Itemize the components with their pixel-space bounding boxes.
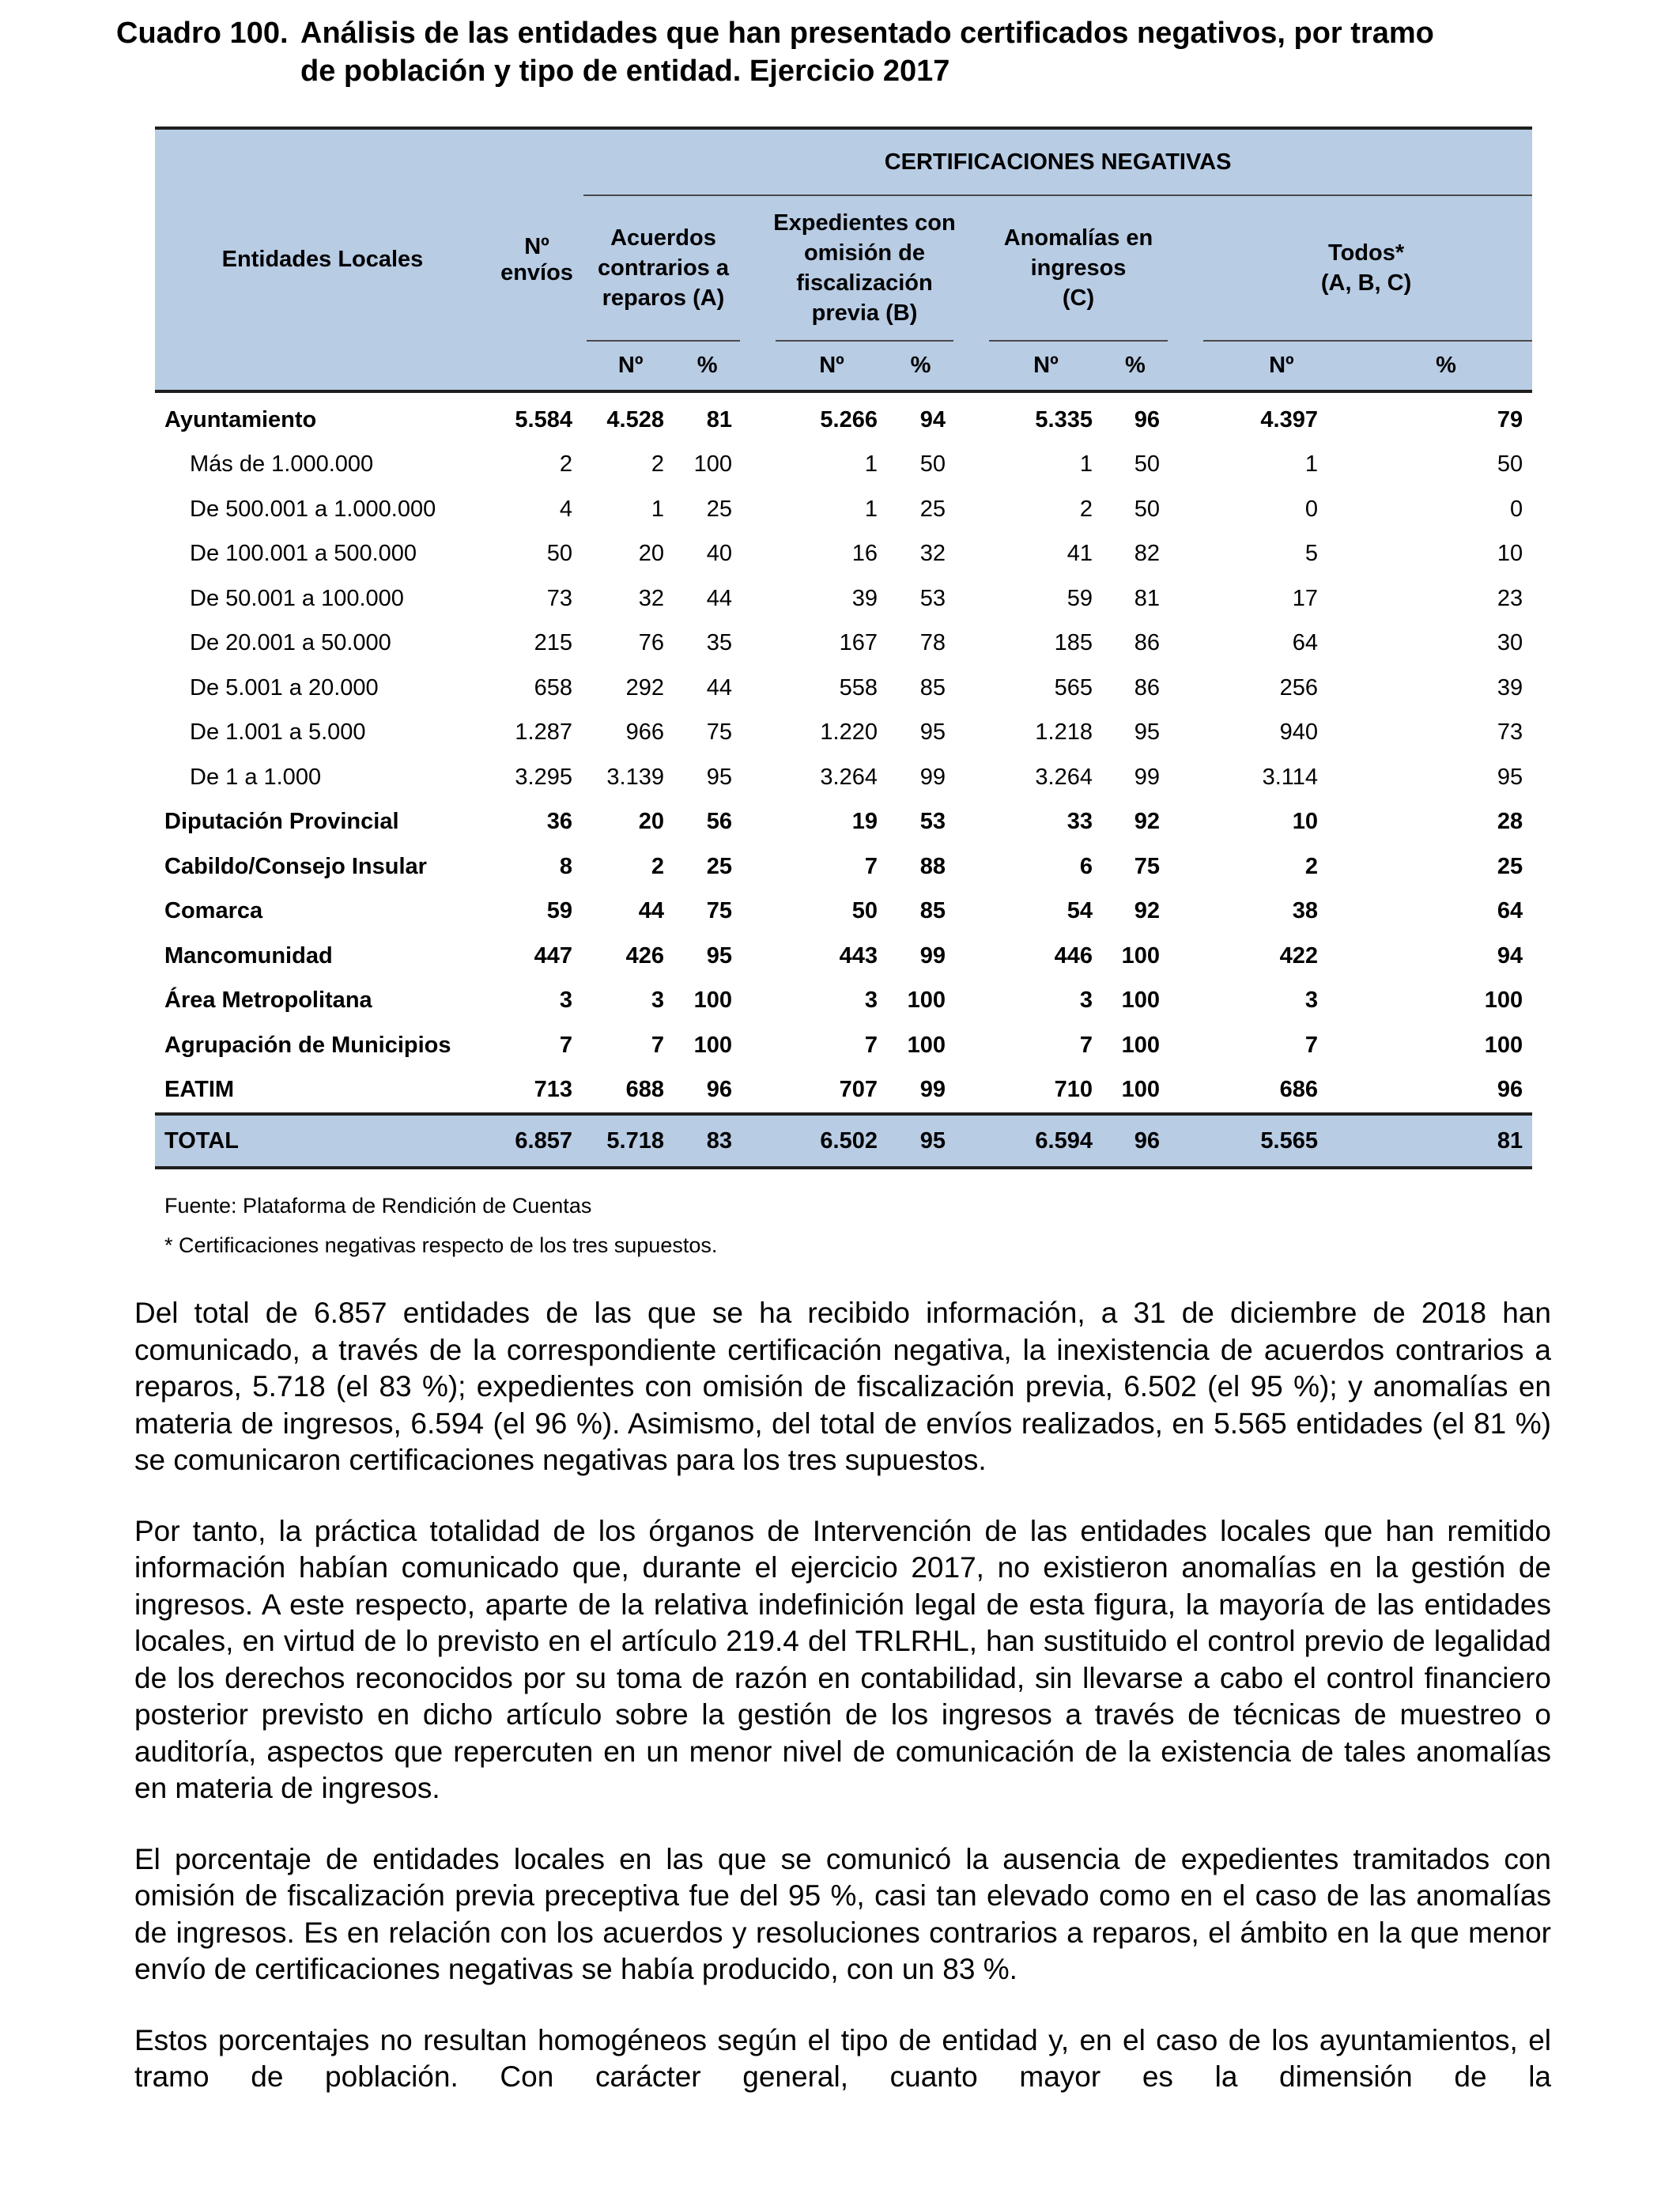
group-b-subheader: [772, 340, 957, 391]
cell-envios: 215: [534, 630, 572, 656]
column-gap: [1171, 391, 1200, 443]
col-c-pct-header: %: [1125, 353, 1146, 378]
column-gap: [743, 800, 772, 845]
cell-all-n: 940: [1279, 719, 1318, 746]
column-gap: [743, 621, 772, 667]
total-all-n: 5.565: [1200, 1114, 1329, 1168]
cell-a-n: 426: [625, 942, 664, 969]
cell-c-pct: 92: [1134, 809, 1160, 835]
cell-b-n: 1: [864, 451, 878, 478]
col-a-pct-header: %: [697, 353, 718, 378]
cell-b-pct: 99: [919, 764, 946, 790]
group-a-header: [583, 195, 743, 340]
column-gap: [743, 487, 772, 532]
caption-line-1: [116, 14, 1563, 52]
column-gap: [1171, 711, 1200, 756]
cell-c-pct: 86: [1134, 674, 1160, 700]
col-a-n-header: Nº: [617, 353, 644, 378]
paragraph: El porcentaje de entidades locales en las que se comunicó la ausencia de expedientes tramitados con omisión de fiscalización previa preceptiva fue del 95 %, casi tan elevado como en el caso de las anomalías de ingresos. Es en relación con los acuerdos y resoluciones contrarios a reparos, el ámbito en la que menor envío de certificaciones negativas se había producido, con un 83 %.: [134, 1842, 1551, 1985]
table-row: [155, 487, 1532, 532]
cell-envios: 4: [559, 496, 572, 522]
table-row: [155, 666, 1532, 711]
cell-a-n: 3.139: [606, 764, 664, 790]
row-label: De 100.001 a 500.000: [190, 541, 417, 567]
col-b-n-header: Nº: [819, 353, 844, 378]
header-gap: [1171, 195, 1200, 340]
source-note: Fuente: Plataforma de Rendición de Cuentas: [164, 1194, 592, 1218]
column-gap: [1171, 755, 1200, 800]
group-all-subheader: [1200, 340, 1532, 391]
cell-envios: 50: [546, 541, 572, 567]
column-gap: [957, 1068, 986, 1115]
cell-a-n: 44: [638, 898, 664, 924]
cell-envios: 713: [534, 1077, 572, 1103]
total-gap: [1171, 1114, 1200, 1168]
cell-b-n: 558: [839, 674, 878, 700]
cell-c-n: 565: [1054, 674, 1093, 700]
cert-header: CERTIFICACIONES NEGATIVAS: [583, 128, 1532, 195]
cell-a-n: 4.528: [606, 406, 664, 432]
cell-all-n: 64: [1292, 630, 1318, 656]
cell-c-pct: 100: [1121, 1077, 1160, 1103]
total-all-pct: 81: [1329, 1114, 1532, 1168]
cell-envios: 5.584: [515, 406, 572, 432]
group-a-l1: Acuerdos: [610, 225, 716, 251]
entity-header: Entidades Locales: [155, 128, 490, 391]
col-b-pct-header: %: [910, 353, 931, 378]
cell-a-n: 2: [651, 853, 664, 879]
cell-b-n: 1: [864, 496, 878, 522]
table-row: [155, 755, 1532, 800]
row-label: De 500.001 a 1.000.000: [190, 496, 436, 522]
cell-c-n: 3: [1079, 987, 1093, 1014]
cell-all-n: 10: [1292, 809, 1318, 835]
row-label: De 20.001 a 50.000: [190, 630, 391, 656]
paragraph: Del total de 6.857 entidades de las que se ha recibido información, a 31 de diciembre de 2018 han comunicado, a través de la correspondiente certificación negativa, la inexistencia de acuerdos contrarios a reparos, 5.718 (el 83 %); expedientes con omisión de fiscalización previa, 6.502 (el 95 %); y anomalías en materia de ingresos, 6.594 (el 96 %). Asimismo, del total de envíos realizados, en 5.565 entidades (el 81 %) se comunicaron certificaciones negativas para los tres supuestos.: [134, 1297, 1551, 1476]
cell-c-n: 59: [1067, 585, 1093, 611]
column-gap: [743, 889, 772, 935]
cell-a-n: 7: [651, 1032, 664, 1058]
cell-c-n: 3.264: [1035, 764, 1093, 790]
column-gap: [957, 666, 986, 711]
cell-b-n: 5.266: [820, 406, 878, 432]
total-b-pct: 95: [889, 1114, 957, 1168]
column-gap: [957, 934, 986, 979]
cell-all-n: 3.114: [1262, 764, 1318, 790]
row-label: De 50.001 a 100.000: [190, 585, 404, 611]
column-gap: [957, 487, 986, 532]
column-gap: [743, 576, 772, 621]
column-gap: [957, 755, 986, 800]
column-gap: [743, 1023, 772, 1068]
column-gap: [743, 391, 772, 443]
column-gap: [1171, 889, 1200, 935]
cell-b-pct: 53: [919, 585, 946, 611]
cell-b-pct: 32: [919, 541, 946, 567]
cell-c-n: 7: [1079, 1032, 1093, 1058]
cell-c-n: 710: [1054, 1077, 1093, 1103]
column-gap: [957, 576, 986, 621]
cell-a-pct: 95: [706, 942, 732, 969]
column-gap: [957, 1023, 986, 1068]
column-gap: [743, 711, 772, 756]
row-label: Área Metropolitana: [164, 987, 372, 1014]
header-gap: [743, 340, 772, 391]
table-row: [155, 934, 1532, 979]
cell-c-pct: 100: [1121, 987, 1160, 1014]
cell-all-pct: 96: [1497, 1077, 1523, 1103]
table-body: [155, 391, 1532, 1114]
column-gap: [743, 979, 772, 1024]
total-row: [155, 1114, 1532, 1168]
column-gap: [743, 934, 772, 979]
group-b-l4: previa (B): [811, 300, 918, 326]
total-c-n: 6.594: [986, 1114, 1104, 1168]
cell-a-n: 3: [651, 987, 664, 1014]
cell-a-pct: 100: [693, 987, 732, 1014]
table-row: [155, 979, 1532, 1024]
group-all-l1: Todos*: [1328, 240, 1405, 266]
cell-a-pct: 95: [706, 764, 732, 790]
table-row: [155, 576, 1532, 621]
cell-envios: 3.295: [515, 764, 572, 790]
column-gap: [957, 889, 986, 935]
column-gap: [1171, 621, 1200, 667]
column-gap: [1171, 979, 1200, 1024]
cell-all-n: 0: [1304, 496, 1318, 522]
total-label: TOTAL: [155, 1114, 490, 1168]
row-label: Mancomunidad: [164, 942, 333, 969]
table-row: [155, 844, 1532, 889]
header-gap: [1171, 340, 1200, 391]
column-gap: [957, 532, 986, 577]
cell-all-n: 3: [1304, 987, 1318, 1014]
cell-a-pct: 25: [706, 853, 732, 879]
column-gap: [743, 755, 772, 800]
group-c-l1: Anomalías en: [1003, 225, 1153, 251]
group-b-l1: Expedientes con: [773, 210, 956, 236]
group-a-subheader: [583, 340, 743, 391]
cell-b-pct: 94: [919, 406, 946, 432]
cell-a-pct: 40: [706, 541, 732, 567]
envios-header-l2: envíos: [500, 259, 573, 285]
column-gap: [1171, 487, 1200, 532]
cell-all-n: 5: [1304, 541, 1318, 567]
cell-all-n: 17: [1292, 585, 1318, 611]
cell-all-pct: 28: [1497, 809, 1523, 835]
cell-b-pct: 100: [907, 1032, 946, 1058]
column-gap: [1171, 1068, 1200, 1115]
cell-a-pct: 75: [706, 898, 732, 924]
cell-b-n: 16: [851, 541, 878, 567]
cell-b-n: 443: [839, 942, 878, 969]
cell-a-pct: 44: [706, 585, 732, 611]
cell-all-pct: 25: [1497, 853, 1523, 879]
cell-b-n: 19: [851, 809, 878, 835]
cell-b-pct: 85: [919, 674, 946, 700]
table-notes: [164, 1186, 717, 1265]
cell-c-pct: 96: [1134, 406, 1160, 432]
cell-b-n: 3: [864, 987, 878, 1014]
header-gap: [957, 340, 986, 391]
cell-c-pct: 75: [1134, 853, 1160, 879]
column-gap: [957, 800, 986, 845]
cell-all-pct: 23: [1497, 585, 1523, 611]
cell-c-pct: 86: [1134, 630, 1160, 656]
cell-c-n: 33: [1067, 809, 1093, 835]
cell-envios: 7: [559, 1032, 572, 1058]
cell-all-pct: 79: [1497, 406, 1523, 432]
cell-b-pct: 25: [919, 496, 946, 522]
cell-a-pct: 96: [706, 1077, 732, 1103]
column-gap: [957, 621, 986, 667]
group-a-l3: reparos (A): [602, 285, 725, 311]
group-b-l2: omisión de: [803, 240, 926, 266]
column-gap: [957, 391, 986, 443]
cell-all-n: 2: [1304, 853, 1318, 879]
column-gap: [1171, 576, 1200, 621]
cell-b-pct: 85: [919, 898, 946, 924]
cell-all-pct: 100: [1484, 1032, 1523, 1058]
cell-all-n: 4.397: [1260, 406, 1318, 432]
cell-b-n: 39: [851, 585, 878, 611]
cell-envios: 3: [559, 987, 572, 1014]
cell-a-n: 1: [651, 496, 664, 522]
cell-b-n: 707: [839, 1077, 878, 1103]
cell-c-pct: 50: [1134, 451, 1160, 478]
col-all-pct-header: %: [1436, 353, 1456, 378]
cell-a-pct: 25: [706, 496, 732, 522]
total-a-n: 5.718: [583, 1114, 675, 1168]
total-envios: 6.857: [490, 1114, 583, 1168]
group-c-header: [986, 195, 1171, 340]
cell-b-pct: 78: [919, 630, 946, 656]
footnote: * Certificaciones negativas respecto de los tres supuestos.: [164, 1233, 718, 1257]
row-label: De 1.001 a 5.000: [190, 719, 366, 746]
row-label: EATIM: [164, 1077, 235, 1103]
row-label: Ayuntamiento: [164, 406, 317, 432]
cell-a-n: 20: [638, 809, 664, 835]
cell-a-n: 292: [625, 674, 664, 700]
cell-c-pct: 100: [1121, 1032, 1160, 1058]
column-gap: [1171, 1023, 1200, 1068]
row-label: Diputación Provincial: [164, 809, 399, 835]
cell-b-pct: 50: [919, 451, 946, 478]
column-gap: [957, 443, 986, 488]
group-all-header: [1200, 195, 1532, 340]
column-gap: [1171, 844, 1200, 889]
table-row: [155, 800, 1532, 845]
cell-envios: 8: [559, 853, 572, 879]
cell-envios: 59: [546, 898, 572, 924]
cell-all-n: 422: [1279, 942, 1318, 969]
row-label: Agrupación de Municipios: [164, 1032, 451, 1058]
cell-all-pct: 39: [1497, 674, 1523, 700]
cell-b-n: 3.264: [820, 764, 878, 790]
header-gap: [743, 195, 772, 340]
table-row: [155, 711, 1532, 756]
cell-b-n: 1.220: [820, 719, 878, 746]
cell-all-pct: 64: [1497, 898, 1523, 924]
cell-c-n: 2: [1079, 496, 1093, 522]
cell-c-pct: 50: [1134, 496, 1160, 522]
cell-c-n: 446: [1054, 942, 1093, 969]
group-b-header: [772, 195, 957, 340]
column-gap: [957, 711, 986, 756]
cell-b-pct: 95: [919, 719, 946, 746]
cell-c-n: 185: [1054, 630, 1093, 656]
group-c-l3: (C): [1062, 285, 1095, 311]
column-gap: [957, 979, 986, 1024]
column-gap: [957, 844, 986, 889]
paragraph: Por tanto, la práctica totalidad de los órganos de Intervención de las entidades locales que han remitido información habían comunicado que, durante el ejercicio 2017, no existieron anomalías en la gestión de ingresos. A este respecto, aparte de la relativa indefinición legal de esta figura, la mayoría de las entidades locales, en virtud de lo previsto en el artículo 219.4 del TRLRHL, han sustituido el control previo de legalidad de los derechos reconocidos por su toma de razón en contabilidad, sin llevarse a cabo el control financiero posterior previsto en dicho artículo sobre la gestión de los ingresos a través de técnicas de muestreo o auditoría, aspectos que repercuten en un menor nivel de comunicación de la existencia de tales anomalías en materia de ingresos.: [134, 1514, 1551, 1804]
row-label: Más de 1.000.000: [190, 451, 374, 478]
cell-b-n: 167: [839, 630, 878, 656]
total-c-pct: 96: [1104, 1114, 1171, 1168]
cell-c-n: 1.218: [1035, 719, 1093, 746]
cell-c-n: 54: [1067, 898, 1093, 924]
total-gap: [743, 1114, 772, 1168]
cell-a-pct: 100: [693, 451, 732, 478]
table-row: [155, 391, 1532, 443]
table-row: [155, 889, 1532, 935]
cell-c-n: 1: [1079, 451, 1093, 478]
cell-envios: 2: [559, 451, 572, 478]
column-gap: [743, 666, 772, 711]
cell-b-pct: 99: [919, 942, 946, 969]
cell-a-n: 76: [638, 630, 664, 656]
cell-all-n: 256: [1279, 674, 1318, 700]
cell-b-pct: 100: [907, 987, 946, 1014]
cell-all-pct: 73: [1497, 719, 1523, 746]
row-label: Comarca: [164, 898, 263, 924]
table-caption: [116, 14, 1563, 90]
cell-c-pct: 99: [1134, 764, 1160, 790]
col-c-n-header: Nº: [1033, 353, 1059, 378]
cell-envios: 36: [546, 809, 572, 835]
column-gap: [743, 532, 772, 577]
column-gap: [1171, 666, 1200, 711]
cell-c-pct: 82: [1134, 541, 1160, 567]
group-a-l2: contrarios a: [598, 255, 729, 281]
column-gap: [743, 844, 772, 889]
cell-a-n: 20: [638, 541, 664, 567]
cell-c-pct: 92: [1134, 898, 1160, 924]
table-row: [155, 1023, 1532, 1068]
cell-all-n: 38: [1292, 898, 1318, 924]
table-row: [155, 532, 1532, 577]
row-label: De 1 a 1.000: [190, 764, 322, 790]
cell-c-pct: 95: [1134, 719, 1160, 746]
cell-all-pct: 10: [1497, 541, 1523, 567]
cell-b-pct: 53: [919, 809, 946, 835]
cell-envios: 73: [546, 585, 572, 611]
cell-a-n: 688: [625, 1077, 664, 1103]
column-gap: [743, 1068, 772, 1115]
cell-c-n: 5.335: [1035, 406, 1093, 432]
cell-b-n: 50: [851, 898, 878, 924]
envios-header: [490, 128, 583, 391]
group-all-l2: (A, B, C): [1320, 270, 1412, 296]
cell-b-pct: 88: [919, 853, 946, 879]
cell-all-pct: 95: [1497, 764, 1523, 790]
group-c-l2: ingresos: [1030, 255, 1127, 281]
cell-envios: 447: [534, 942, 572, 969]
cell-all-n: 686: [1279, 1077, 1318, 1103]
cell-envios: 1.287: [515, 719, 572, 746]
group-c-subheader: [986, 340, 1171, 391]
cell-c-pct: 81: [1134, 585, 1160, 611]
cell-all-n: 1: [1304, 451, 1318, 478]
row-label: Cabildo/Consejo Insular: [164, 853, 427, 879]
body-text: [134, 1295, 1551, 2096]
table-row: [155, 1068, 1532, 1115]
header-row-1: [155, 128, 1532, 195]
cell-a-pct: 75: [706, 719, 732, 746]
cell-a-pct: 56: [706, 809, 732, 835]
cell-a-pct: 100: [693, 1032, 732, 1058]
cell-a-pct: 81: [706, 406, 732, 432]
cell-a-n: 2: [651, 451, 664, 478]
column-gap: [1171, 800, 1200, 845]
cell-envios: 658: [534, 674, 572, 700]
cell-all-pct: 50: [1497, 451, 1523, 478]
column-gap: [1171, 443, 1200, 488]
cell-b-pct: 99: [919, 1077, 946, 1103]
caption-text-1: Análisis de las entidades que han presentado certificados negativos, por tramo: [300, 17, 1434, 50]
group-b-l3: fiscalización: [796, 270, 933, 296]
caption-label: Cuadro 100.: [116, 17, 289, 50]
cell-b-n: 7: [864, 1032, 878, 1058]
cell-all-pct: 0: [1510, 496, 1523, 522]
total-b-n: 6.502: [772, 1114, 889, 1168]
table-row: [155, 443, 1532, 488]
row-label: De 5.001 a 20.000: [190, 674, 379, 700]
header-gap: [957, 195, 986, 340]
total-a-pct: 83: [675, 1114, 743, 1168]
column-gap: [1171, 532, 1200, 577]
cell-a-pct: 44: [706, 674, 732, 700]
cell-all-n: 7: [1304, 1032, 1318, 1058]
cell-c-n: 6: [1079, 853, 1093, 879]
cell-b-n: 7: [864, 853, 878, 879]
column-gap: [1171, 934, 1200, 979]
cell-c-n: 41: [1067, 541, 1093, 567]
cell-c-pct: 100: [1121, 942, 1160, 969]
cell-a-pct: 35: [706, 630, 732, 656]
cell-a-n: 32: [638, 585, 664, 611]
total-gap: [957, 1114, 986, 1168]
data-table: [155, 127, 1532, 1169]
cell-all-pct: 30: [1497, 630, 1523, 656]
column-gap: [743, 443, 772, 488]
cell-a-n: 966: [625, 719, 664, 746]
envios-header-l1: Nº: [524, 233, 549, 259]
cell-all-pct: 94: [1497, 942, 1523, 969]
col-all-n-header: Nº: [1269, 353, 1294, 378]
caption-text-2: de población y tipo de entidad. Ejercicio 2017: [300, 55, 950, 88]
paragraph: Estos porcentajes no resultan homogéneos según el tipo de entidad y, en el caso de los ayuntamientos, el tramo de población. Con carácter general, cuanto mayor es la dimensión de la: [134, 2023, 1551, 2093]
table-row: [155, 621, 1532, 667]
cell-all-pct: 100: [1484, 987, 1523, 1014]
